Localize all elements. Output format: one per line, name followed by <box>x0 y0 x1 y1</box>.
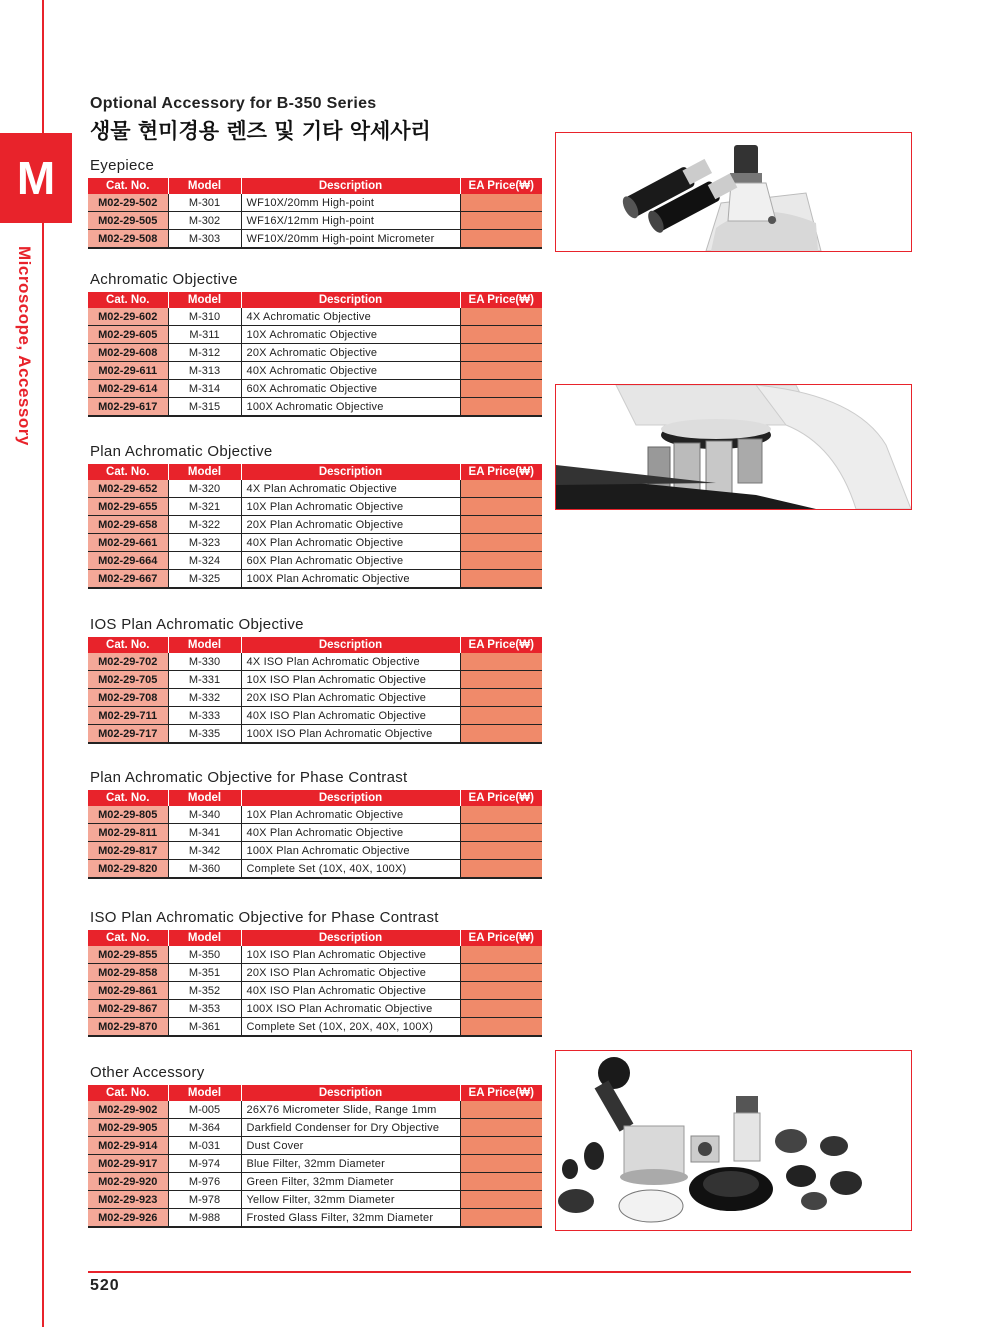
accessories-photo <box>555 1050 912 1231</box>
header-description: Description <box>241 292 460 308</box>
price-cell <box>460 964 542 982</box>
cat-no-cell: M02-29-658 <box>88 516 168 534</box>
table-row <box>88 1191 542 1209</box>
product-section <box>88 1065 542 1228</box>
table-row <box>88 860 542 879</box>
model-cell: M-342 <box>168 842 241 860</box>
price-cell <box>460 398 542 417</box>
table-row <box>88 946 542 964</box>
price-cell <box>460 194 542 212</box>
price-cell <box>460 1209 542 1228</box>
description-cell: Darkfield Condenser for Dry Objective <box>241 1119 460 1137</box>
model-cell: M-341 <box>168 824 241 842</box>
price-cell <box>460 1173 542 1191</box>
table-row <box>88 326 542 344</box>
description-cell: WF16X/12mm High-point <box>241 212 460 230</box>
description-cell: 26X76 Micrometer Slide, Range 1mm <box>241 1101 460 1119</box>
section-tab-letter: M <box>0 133 72 223</box>
table-row <box>88 1000 542 1018</box>
table-row <box>88 824 542 842</box>
table-row <box>88 362 542 380</box>
table-row <box>88 1018 542 1037</box>
model-cell: M-352 <box>168 982 241 1000</box>
price-table <box>88 464 542 589</box>
header-ea-price: EA Price(₩) <box>460 464 542 480</box>
cat-no-cell: M02-29-608 <box>88 344 168 362</box>
header-ea-price: EA Price(₩) <box>460 1085 542 1101</box>
header-ea-price: EA Price(₩) <box>460 292 542 308</box>
description-cell: 4X Achromatic Objective <box>241 308 460 326</box>
section-title: Other Accessory <box>90 1064 205 1081</box>
model-cell: M-974 <box>168 1155 241 1173</box>
header-model: Model <box>168 637 241 653</box>
microscope-head-photo <box>555 132 912 252</box>
cat-no-cell: M02-29-705 <box>88 671 168 689</box>
price-cell <box>460 982 542 1000</box>
cat-no-cell: M02-29-667 <box>88 570 168 589</box>
description-cell: Complete Set (10X, 20X, 40X, 100X) <box>241 1018 460 1037</box>
table-row <box>88 344 542 362</box>
cat-no-cell: M02-29-902 <box>88 1101 168 1119</box>
model-cell: M-314 <box>168 380 241 398</box>
table-row <box>88 1209 542 1228</box>
table-row <box>88 707 542 725</box>
price-cell <box>460 308 542 326</box>
cat-no-cell: M02-29-817 <box>88 842 168 860</box>
cat-no-cell: M02-29-926 <box>88 1209 168 1228</box>
model-cell: M-325 <box>168 570 241 589</box>
price-table <box>88 790 542 879</box>
model-cell: M-301 <box>168 194 241 212</box>
table-row <box>88 982 542 1000</box>
cat-no-cell: M02-29-855 <box>88 946 168 964</box>
header-description: Description <box>241 790 460 806</box>
price-cell <box>460 653 542 671</box>
model-cell: M-330 <box>168 653 241 671</box>
table-row <box>88 689 542 707</box>
model-cell: M-302 <box>168 212 241 230</box>
table-row <box>88 653 542 671</box>
price-cell <box>460 344 542 362</box>
table-row <box>88 480 542 498</box>
cat-no-cell: M02-29-702 <box>88 653 168 671</box>
model-cell: M-353 <box>168 1000 241 1018</box>
cat-no-cell: M02-29-805 <box>88 806 168 824</box>
model-cell: M-031 <box>168 1137 241 1155</box>
model-cell: M-351 <box>168 964 241 982</box>
product-section <box>88 617 542 744</box>
cat-no-cell: M02-29-711 <box>88 707 168 725</box>
header-ea-price: EA Price(₩) <box>460 930 542 946</box>
model-cell: M-332 <box>168 689 241 707</box>
table-row <box>88 516 542 534</box>
description-cell: 40X ISO Plan Achromatic Objective <box>241 982 460 1000</box>
model-cell: M-311 <box>168 326 241 344</box>
product-section <box>88 272 542 417</box>
table-row <box>88 1137 542 1155</box>
model-cell: M-360 <box>168 860 241 879</box>
description-cell: 10X ISO Plan Achromatic Objective <box>241 946 460 964</box>
price-cell <box>460 480 542 498</box>
model-cell: M-331 <box>168 671 241 689</box>
description-cell: 4X ISO Plan Achromatic Objective <box>241 653 460 671</box>
price-table <box>88 637 542 744</box>
table-row <box>88 964 542 982</box>
table-row <box>88 806 542 824</box>
model-cell: M-335 <box>168 725 241 744</box>
price-cell <box>460 707 542 725</box>
price-table <box>88 178 542 249</box>
table-row <box>88 398 542 417</box>
model-cell: M-364 <box>168 1119 241 1137</box>
model-cell: M-312 <box>168 344 241 362</box>
page-title-english: Optional Accessory for B-350 Series <box>90 95 377 112</box>
cat-no-cell: M02-29-664 <box>88 552 168 570</box>
table-row <box>88 842 542 860</box>
table-row <box>88 212 542 230</box>
header-model: Model <box>168 464 241 480</box>
model-cell: M-310 <box>168 308 241 326</box>
table-row <box>88 671 542 689</box>
model-cell: M-303 <box>168 230 241 249</box>
price-cell <box>460 824 542 842</box>
price-cell <box>460 1101 542 1119</box>
price-cell <box>460 1119 542 1137</box>
product-section <box>88 910 542 1037</box>
description-cell: WF10X/20mm High-point <box>241 194 460 212</box>
description-cell: 20X ISO Plan Achromatic Objective <box>241 964 460 982</box>
header-cat-no: Cat. No. <box>88 637 168 653</box>
model-cell: M-005 <box>168 1101 241 1119</box>
cat-no-cell: M02-29-502 <box>88 194 168 212</box>
price-cell <box>460 1137 542 1155</box>
model-cell: M-361 <box>168 1018 241 1037</box>
table-row <box>88 725 542 744</box>
section-title: Eyepiece <box>90 157 155 174</box>
price-cell <box>460 326 542 344</box>
price-cell <box>460 689 542 707</box>
price-cell <box>460 671 542 689</box>
price-cell <box>460 516 542 534</box>
page-title-korean: 생물 현미경용 렌즈 및 기타 악세사리 <box>90 119 431 143</box>
table-row <box>88 1119 542 1137</box>
section-title: ISO Plan Achromatic Objective for Phase Contrast <box>90 909 439 926</box>
header-ea-price: EA Price(₩) <box>460 790 542 806</box>
cat-no-cell: M02-29-655 <box>88 498 168 516</box>
cat-no-cell: M02-29-505 <box>88 212 168 230</box>
table-row <box>88 1173 542 1191</box>
model-cell: M-340 <box>168 806 241 824</box>
price-cell <box>460 1191 542 1209</box>
description-cell: 100X Achromatic Objective <box>241 398 460 417</box>
table-row <box>88 1101 542 1119</box>
header-model: Model <box>168 1085 241 1101</box>
description-cell: 40X Plan Achromatic Objective <box>241 824 460 842</box>
description-cell: 40X Plan Achromatic Objective <box>241 534 460 552</box>
header-description: Description <box>241 930 460 946</box>
table-row <box>88 498 542 516</box>
header-cat-no: Cat. No. <box>88 178 168 194</box>
price-cell <box>460 380 542 398</box>
model-cell: M-988 <box>168 1209 241 1228</box>
cat-no-cell: M02-29-917 <box>88 1155 168 1173</box>
page-number: 520 <box>90 1277 120 1294</box>
section-title: Achromatic Objective <box>90 271 238 288</box>
table-row <box>88 534 542 552</box>
model-cell: M-313 <box>168 362 241 380</box>
header-description: Description <box>241 637 460 653</box>
header-ea-price: EA Price(₩) <box>460 637 542 653</box>
table-row <box>88 308 542 326</box>
section-title: IOS Plan Achromatic Objective <box>90 616 304 633</box>
description-cell: Green Filter, 32mm Diameter <box>241 1173 460 1191</box>
header-description: Description <box>241 1085 460 1101</box>
header-description: Description <box>241 464 460 480</box>
price-cell <box>460 230 542 249</box>
header-cat-no: Cat. No. <box>88 464 168 480</box>
description-cell: 10X Plan Achromatic Objective <box>241 806 460 824</box>
table-row <box>88 552 542 570</box>
objective-turret-photo <box>555 384 912 510</box>
price-cell <box>460 498 542 516</box>
price-table <box>88 1085 542 1228</box>
product-section <box>88 158 542 249</box>
price-cell <box>460 1000 542 1018</box>
model-cell: M-321 <box>168 498 241 516</box>
cat-no-cell: M02-29-661 <box>88 534 168 552</box>
description-cell: 10X Achromatic Objective <box>241 326 460 344</box>
header-model: Model <box>168 292 241 308</box>
cat-no-cell: M02-29-914 <box>88 1137 168 1155</box>
cat-no-cell: M02-29-614 <box>88 380 168 398</box>
table-row <box>88 570 542 589</box>
description-cell: 20X ISO Plan Achromatic Objective <box>241 689 460 707</box>
description-cell: 40X ISO Plan Achromatic Objective <box>241 707 460 725</box>
footer-line <box>88 1271 911 1273</box>
cat-no-cell: M02-29-605 <box>88 326 168 344</box>
description-cell: 100X Plan Achromatic Objective <box>241 842 460 860</box>
description-cell: 20X Plan Achromatic Objective <box>241 516 460 534</box>
cat-no-cell: M02-29-905 <box>88 1119 168 1137</box>
table-row <box>88 380 542 398</box>
description-cell: 60X Plan Achromatic Objective <box>241 552 460 570</box>
price-cell <box>460 1155 542 1173</box>
model-cell: M-322 <box>168 516 241 534</box>
price-cell <box>460 212 542 230</box>
description-cell: Blue Filter, 32mm Diameter <box>241 1155 460 1173</box>
price-cell <box>460 570 542 589</box>
cat-no-cell: M02-29-611 <box>88 362 168 380</box>
description-cell: 100X ISO Plan Achromatic Objective <box>241 725 460 744</box>
cat-no-cell: M02-29-508 <box>88 230 168 249</box>
cat-no-cell: M02-29-617 <box>88 398 168 417</box>
description-cell: 10X ISO Plan Achromatic Objective <box>241 671 460 689</box>
cat-no-cell: M02-29-867 <box>88 1000 168 1018</box>
price-cell <box>460 725 542 744</box>
model-cell: M-320 <box>168 480 241 498</box>
price-cell <box>460 534 542 552</box>
description-cell: 60X Achromatic Objective <box>241 380 460 398</box>
cat-no-cell: M02-29-920 <box>88 1173 168 1191</box>
price-cell <box>460 806 542 824</box>
cat-no-cell: M02-29-708 <box>88 689 168 707</box>
cat-no-cell: M02-29-652 <box>88 480 168 498</box>
header-cat-no: Cat. No. <box>88 790 168 806</box>
description-cell: Yellow Filter, 32mm Diameter <box>241 1191 460 1209</box>
model-cell: M-323 <box>168 534 241 552</box>
cat-no-cell: M02-29-717 <box>88 725 168 744</box>
description-cell: Dust Cover <box>241 1137 460 1155</box>
price-table <box>88 292 542 417</box>
model-cell: M-350 <box>168 946 241 964</box>
description-cell: 20X Achromatic Objective <box>241 344 460 362</box>
cat-no-cell: M02-29-858 <box>88 964 168 982</box>
price-cell <box>460 552 542 570</box>
price-cell <box>460 1018 542 1037</box>
price-cell <box>460 842 542 860</box>
table-row <box>88 230 542 249</box>
cat-no-cell: M02-29-923 <box>88 1191 168 1209</box>
model-cell: M-333 <box>168 707 241 725</box>
description-cell: 100X Plan Achromatic Objective <box>241 570 460 589</box>
section-tab-label: Microscope, Accessory <box>15 246 34 446</box>
cat-no-cell: M02-29-861 <box>88 982 168 1000</box>
price-cell <box>460 860 542 879</box>
description-cell: Complete Set (10X, 40X, 100X) <box>241 860 460 879</box>
price-table <box>88 930 542 1037</box>
header-description: Description <box>241 178 460 194</box>
cat-no-cell: M02-29-602 <box>88 308 168 326</box>
cat-no-cell: M02-29-811 <box>88 824 168 842</box>
description-cell: WF10X/20mm High-point Micrometer <box>241 230 460 249</box>
description-cell: 10X Plan Achromatic Objective <box>241 498 460 516</box>
header-cat-no: Cat. No. <box>88 930 168 946</box>
header-model: Model <box>168 930 241 946</box>
description-cell: 4X Plan Achromatic Objective <box>241 480 460 498</box>
model-cell: M-976 <box>168 1173 241 1191</box>
price-cell <box>460 362 542 380</box>
description-cell: 100X ISO Plan Achromatic Objective <box>241 1000 460 1018</box>
product-section <box>88 770 542 879</box>
header-model: Model <box>168 178 241 194</box>
model-cell: M-324 <box>168 552 241 570</box>
header-cat-no: Cat. No. <box>88 292 168 308</box>
section-title: Plan Achromatic Objective <box>90 443 273 460</box>
header-ea-price: EA Price(₩) <box>460 178 542 194</box>
header-cat-no: Cat. No. <box>88 1085 168 1101</box>
model-cell: M-315 <box>168 398 241 417</box>
header-model: Model <box>168 790 241 806</box>
price-cell <box>460 946 542 964</box>
table-row <box>88 1155 542 1173</box>
table-row <box>88 194 542 212</box>
cat-no-cell: M02-29-870 <box>88 1018 168 1037</box>
model-cell: M-978 <box>168 1191 241 1209</box>
section-title: Plan Achromatic Objective for Phase Contrast <box>90 769 408 786</box>
description-cell: Frosted Glass Filter, 32mm Diameter <box>241 1209 460 1228</box>
product-section <box>88 444 542 589</box>
cat-no-cell: M02-29-820 <box>88 860 168 879</box>
description-cell: 40X Achromatic Objective <box>241 362 460 380</box>
